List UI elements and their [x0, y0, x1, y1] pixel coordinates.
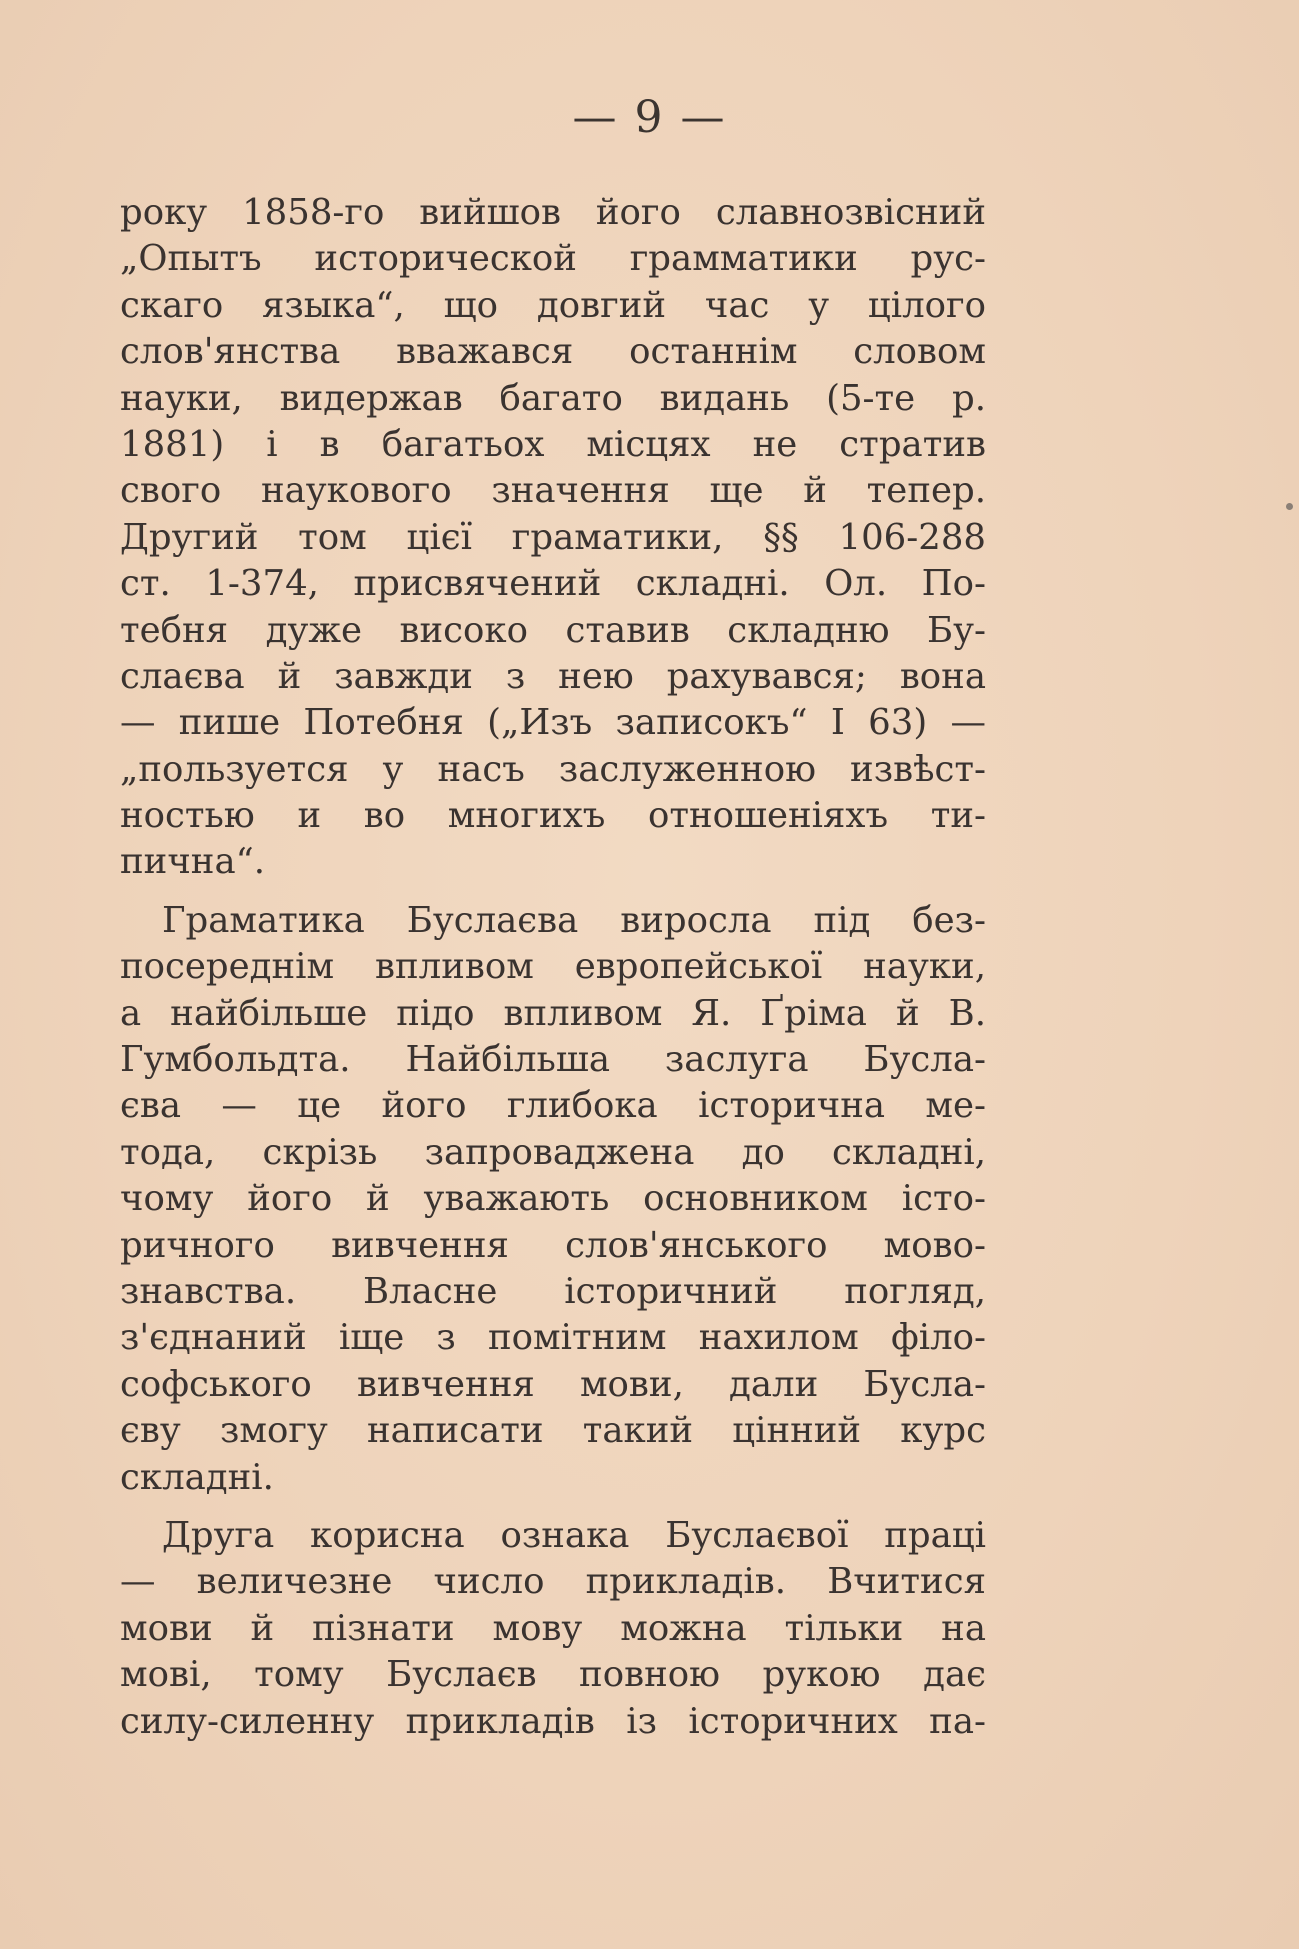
ink-speck	[1286, 503, 1293, 510]
text-line: тебня дуже високо ставив складню Бу-	[120, 609, 986, 651]
text-line: посереднім впливом европейської науки,	[120, 946, 986, 988]
text-line: мови й пізнати мову можна тільки на	[120, 1607, 986, 1649]
text-line: — величезне число прикладів. Вчитися	[120, 1561, 986, 1603]
paragraph-3	[120, 1513, 986, 1745]
text-line: Гумбольдта. Найбільша заслуга Буслa-	[120, 1039, 986, 1081]
text-line: єву змогу написати такий цінний курс	[120, 1410, 986, 1452]
text-line: свого наукового значення ще й тепер.	[120, 470, 986, 512]
text-line: а найбільше підо впливом Я. Ґріма й В.	[120, 992, 986, 1034]
text-line: скаго языка“, що довгий час у цілого	[120, 284, 986, 326]
text-line: — пише Потебня („Изъ записокъ“ I 63) —	[120, 702, 986, 744]
text-line: пична“.	[120, 841, 266, 883]
text-line: ст. 1-374, присвячений складні. Ол. По-	[120, 563, 986, 605]
text-line: Друга корисна ознака Буслаєвої праці	[162, 1514, 986, 1556]
text-line: ностью и во многихъ отношеніяхъ ти-	[120, 795, 986, 837]
paragraph-1	[120, 190, 986, 886]
text-line: чому його й уважають основником істо-	[120, 1178, 986, 1220]
text-line: силу-силенну прикладів із історичних па-	[120, 1700, 986, 1742]
text-line: слаєва й завжди з нею рахувався; вона	[120, 655, 986, 697]
text-line: ричного вивчення слов'янського мово-	[120, 1224, 986, 1266]
page-number: — 9 —	[572, 92, 727, 143]
paragraph-gap	[120, 886, 986, 898]
text-line: знавства. Власне історичний погляд,	[120, 1270, 986, 1312]
text-line: мові, тому Буслаєв повною рукою дає	[120, 1654, 986, 1696]
body-text	[120, 190, 986, 1745]
text-line: Другий том цієї граматики, §§ 106-288	[120, 516, 986, 558]
text-line: 1881) і в багатьох місцях не стратив	[120, 423, 986, 465]
text-line: єва — це його глибока історична ме-	[120, 1085, 986, 1127]
text-line: тода, скрізь запроваджена до складні,	[120, 1131, 986, 1173]
paragraph-2	[120, 898, 986, 1501]
text-line: „пользуется у насъ заслуженною извѣст-	[120, 748, 986, 790]
paragraph-gap	[120, 1501, 986, 1513]
text-line: року 1858-го вийшов його славнозвісний	[120, 192, 986, 233]
text-line: науки, видержав багато видань (5-те р.	[120, 377, 986, 419]
text-line: Граматика Буслаєва виросла під без-	[162, 899, 986, 941]
text-line: „Опытъ исторической грамматики рус-	[120, 238, 986, 280]
text-line: слов'янства вважався останнім словом	[120, 331, 986, 373]
text-line: з'єднаний іще з помітним нахилом філо-	[120, 1317, 986, 1359]
text-line: складні.	[120, 1456, 274, 1498]
text-line: софського вивчення мови, дали Бусла-	[120, 1363, 986, 1405]
